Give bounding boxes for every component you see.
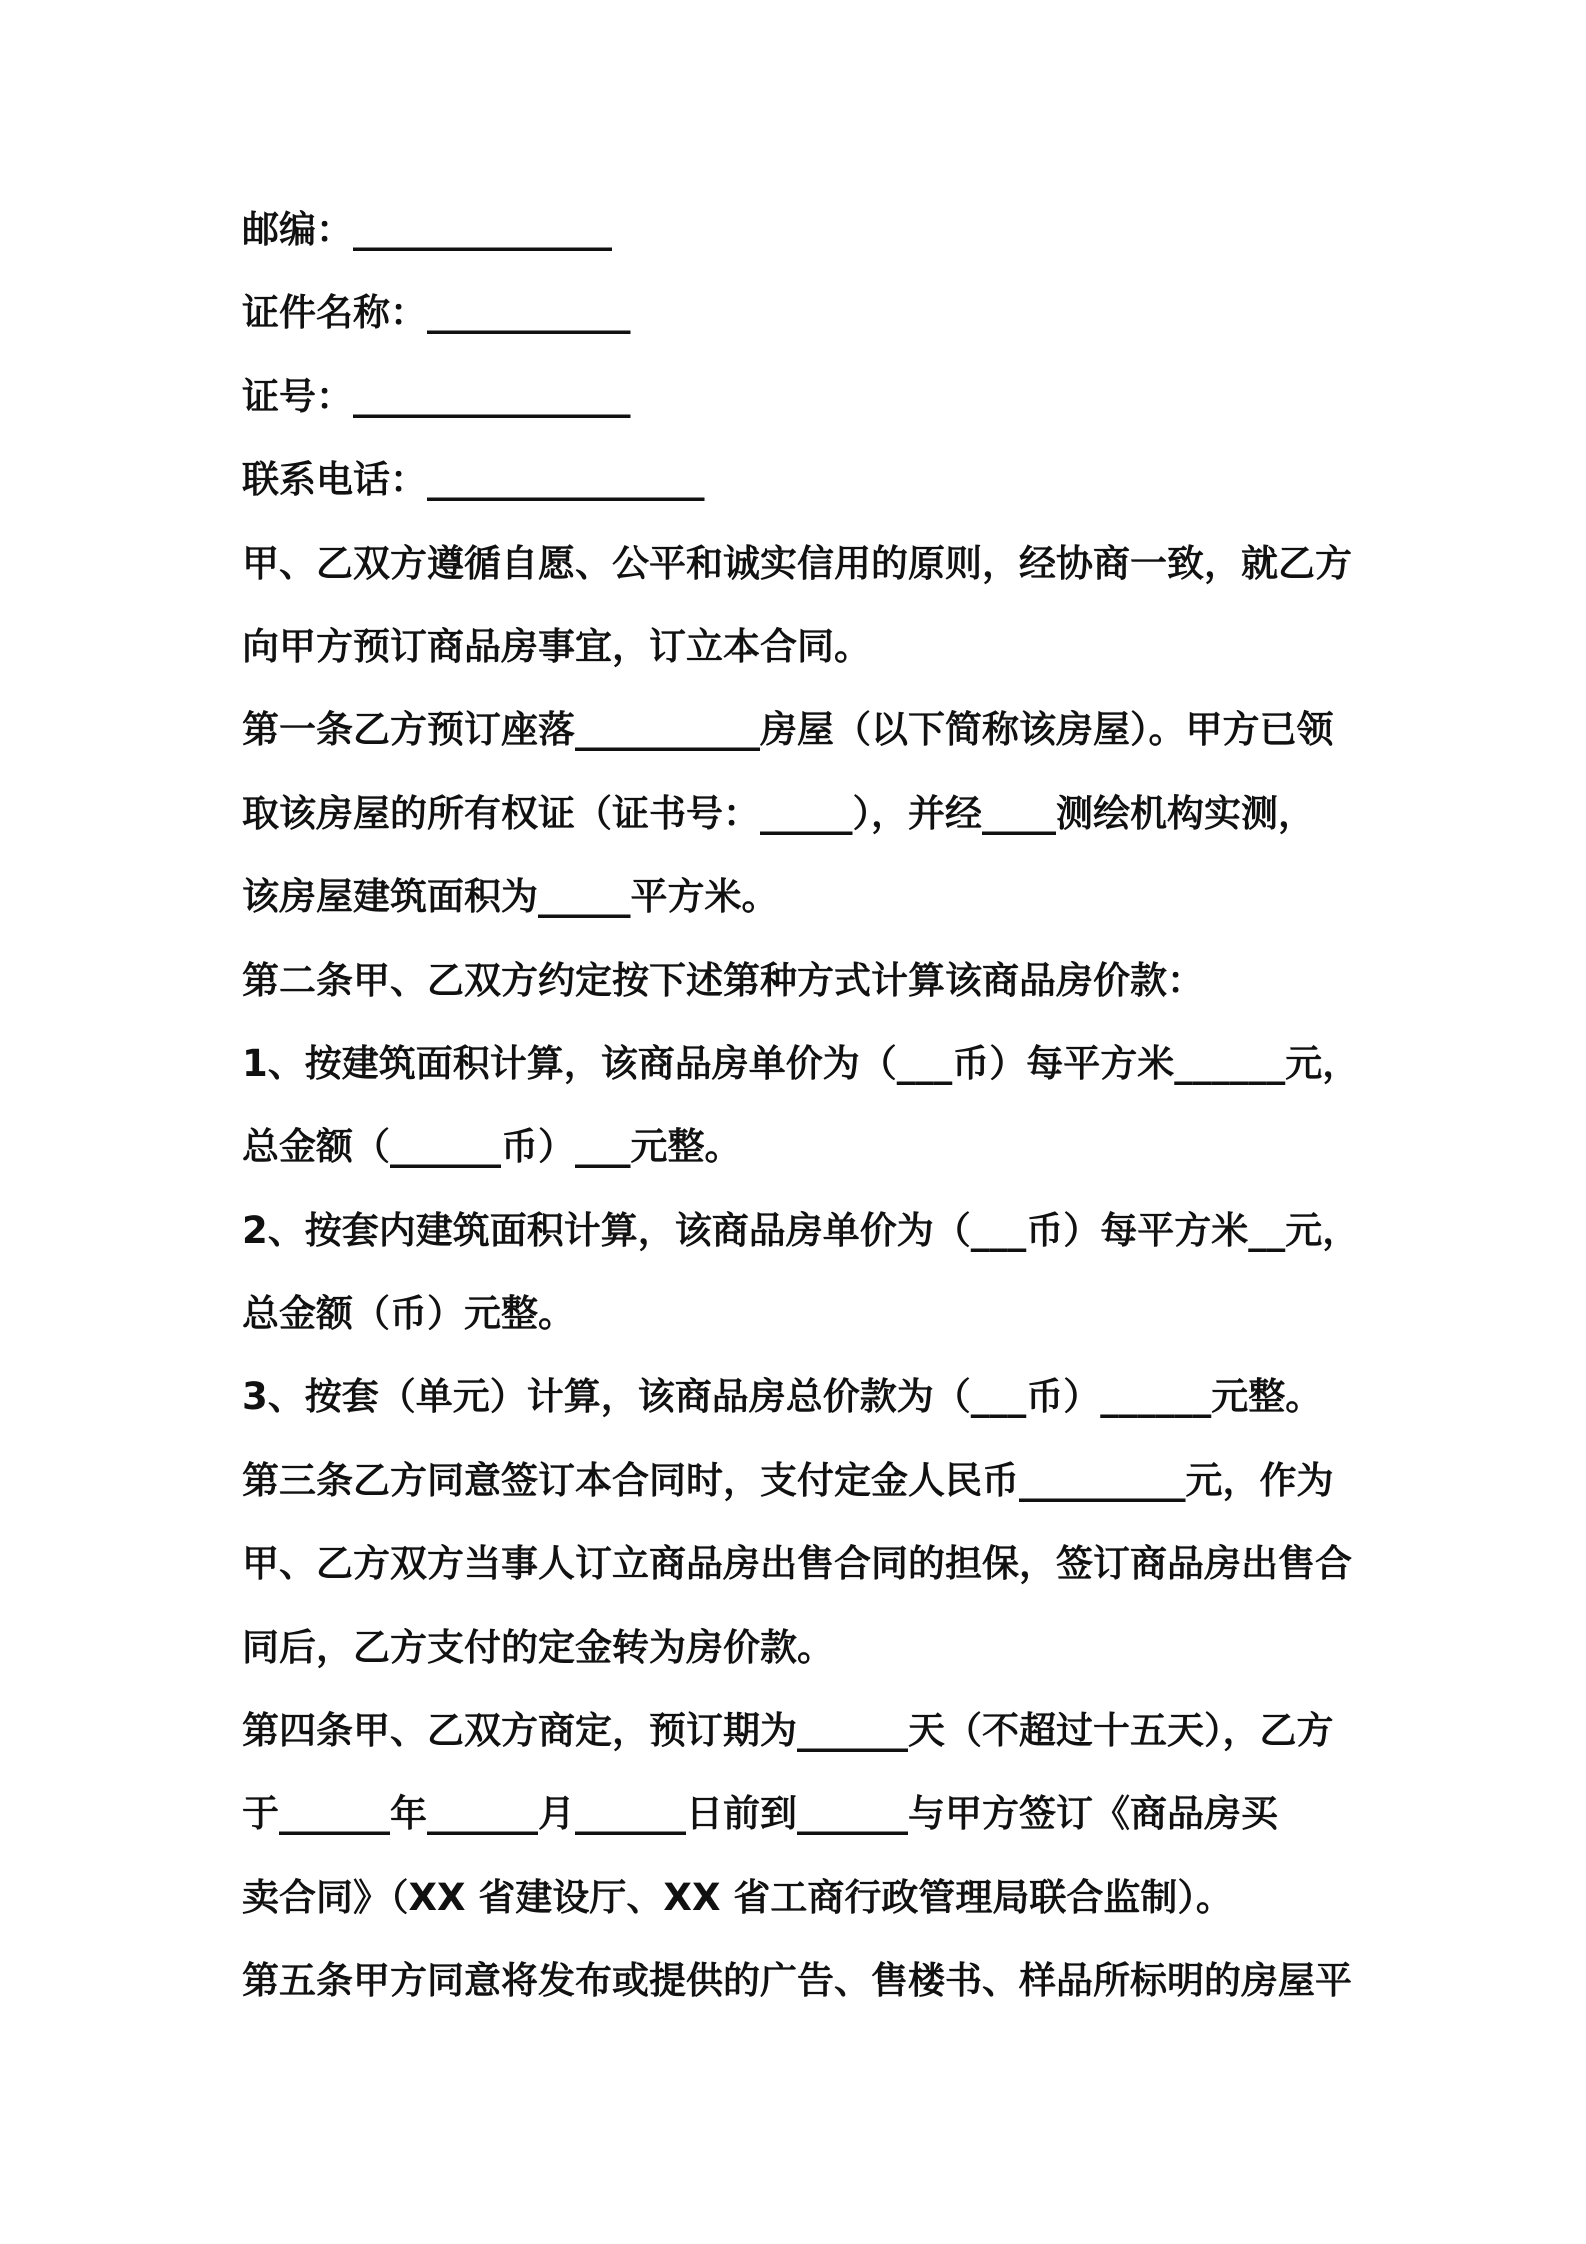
field-phone: 联系电话：_______________ [242,458,705,502]
field-postal-code: 邮编：______________ [242,208,612,251]
paragraph-line: 第五条甲方同意将发布或提供的广告、售楼书、样品所标明的房屋平 [242,1959,1352,2003]
paragraph-preamble [242,522,1442,689]
clause-2-option-3 [242,1355,1442,1438]
paragraph-line: 2、按套内建筑面积计算，该商品房单价为（___币）每平方米__元， [242,1208,1360,1252]
paragraph-line: 同后，乙方支付的定金转为房价款。 [242,1625,834,1669]
paragraph-line: 3、按套（单元）计算，该商品房总价款为（___币）______元整。 [242,1375,1323,1419]
clause-1 [242,688,1442,938]
paragraph-line: 总金额（______币）___元整。 [242,1125,742,1169]
paragraph-line: 取该房屋的所有权证（证书号：_____），并经____测绘机构实测， [242,791,1315,835]
paragraph-line: 第三条乙方同意签订本合同时，支付定金人民币_________元，作为 [242,1458,1334,1502]
paragraph-line: 1、按建筑面积计算，该商品房单价为（___币）每平方米______元， [242,1041,1360,1085]
paragraph-line: 于______年______月______日前到______与甲方签订《商品房买 [242,1792,1278,1836]
paragraph-line: 甲、乙双方遵循自愿、公平和诚实信用的原则，经协商一致，就乙方 [242,541,1352,585]
clause-4 [242,1689,1442,1939]
contract-body [242,188,1442,2023]
paragraph-line: 第四条甲、乙双方商定，预订期为______天（不超过十五天），乙方 [242,1709,1334,1753]
paragraph-line: 第一条乙方预订座落__________房屋（以下简称该房屋）。甲方已领 [242,708,1334,752]
field-id-number: 证号：_______________ [242,374,631,418]
paragraph-line: 向甲方预订商品房事宜，订立本合同。 [242,624,871,668]
clause-2 [242,939,1442,1022]
paragraph-line: 卖合同》（XX 省建设厅、XX 省工商行政管理局联合监制）。 [242,1875,1233,1919]
clause-3 [242,1439,1442,1689]
paragraph-line: 第二条甲、乙双方约定按下述第种方式计算该商品房价款： [242,958,1204,1002]
clause-2-option-2 [242,1189,1442,1356]
field-id-type: 证件名称：___________ [242,291,631,335]
paragraph-line: 该房屋建筑面积为_____平方米。 [242,875,779,919]
paragraph-line: 总金额（币）元整。 [242,1292,575,1336]
clause-2-option-1 [242,1022,1442,1189]
clause-5 [242,1939,1442,2022]
paragraph-line: 甲、乙方双方当事人订立商品房出售合同的担保，签订商品房出售合 [242,1542,1352,1586]
